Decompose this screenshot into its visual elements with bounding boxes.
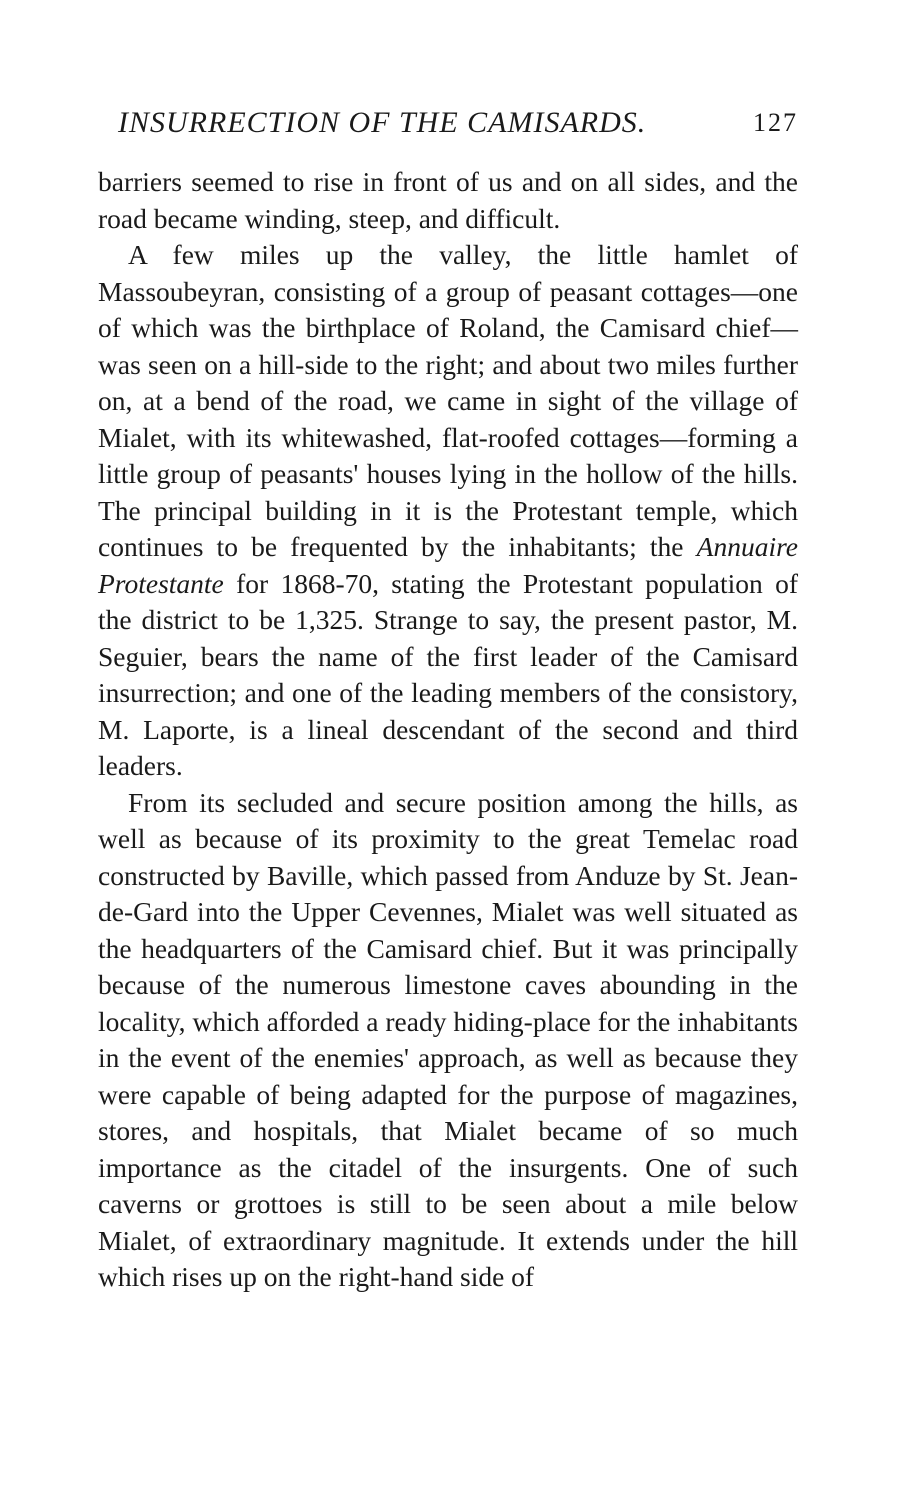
page-number: 127: [753, 108, 798, 137]
running-header: [98, 100, 798, 150]
paragraph-2-text-after: for 1868-70, stating the Protestant population of the district to be 1,325. Strange to say, the present pastor, M. Seguier, bears the name of the first leader of the Camisard insurrection; and one of the leading members of the consistory, M. Laporte, is a lineal descendant of the second and third leaders.: [98, 567, 798, 781]
paragraph-3: [98, 785, 798, 1296]
paragraph-2-text-before: A few miles up the valley, the little hamlet of Massoubeyran, consisting of a group of peasant cottages—one of which was the birthplace of Roland, the Camisard chief—was seen on a hill-side to the right; and about two miles further on, at a bend of the road, we came in sight of the village of Mialet, with its whitewashed, flat-roofed cottages—forming a little group of peasants' houses lying in the hollow of the hills. The principal building in it is the Protestant temple, which continues to be frequented by the inhabitants; the: [98, 239, 798, 562]
paragraph-3-text: From its secluded and secure position among the hills, as well as because of its proximity to the great Temelac road constructed by Baville, which passed from Anduze by St. Jean-de-Gard into the Upper Cevennes, Mialet was well situated as the headquarters of the Camisard chief. But it was principally because of the numerous limestone caves abounding in the locality, which afforded a ready hiding-place for the inhabitants in the event of the enemies' approach, as well as because they were capable of being adapted for the purpose of magazines, stores, and hospitals, that Mialet became of so much importance as the citadel of the insurgents. One of such caverns or grottoes is still to be seen about a mile below Mialet, of extraordinary magnitude. It extends under the hill which rises up on the right-hand side of: [98, 786, 798, 1292]
body-text: [98, 164, 798, 1296]
paragraph-1: [98, 164, 798, 237]
paragraph-2: [98, 237, 798, 785]
book-page: [98, 100, 798, 1296]
paragraph-1-text: barriers seemed to rise in front of us and on all sides, and the road became winding, steep, and difficult.: [98, 166, 798, 234]
running-title: INSURRECTION OF THE CAMISARDS.: [118, 106, 647, 139]
italic-title-annuaire: Annuaire Protestante: [98, 531, 798, 599]
